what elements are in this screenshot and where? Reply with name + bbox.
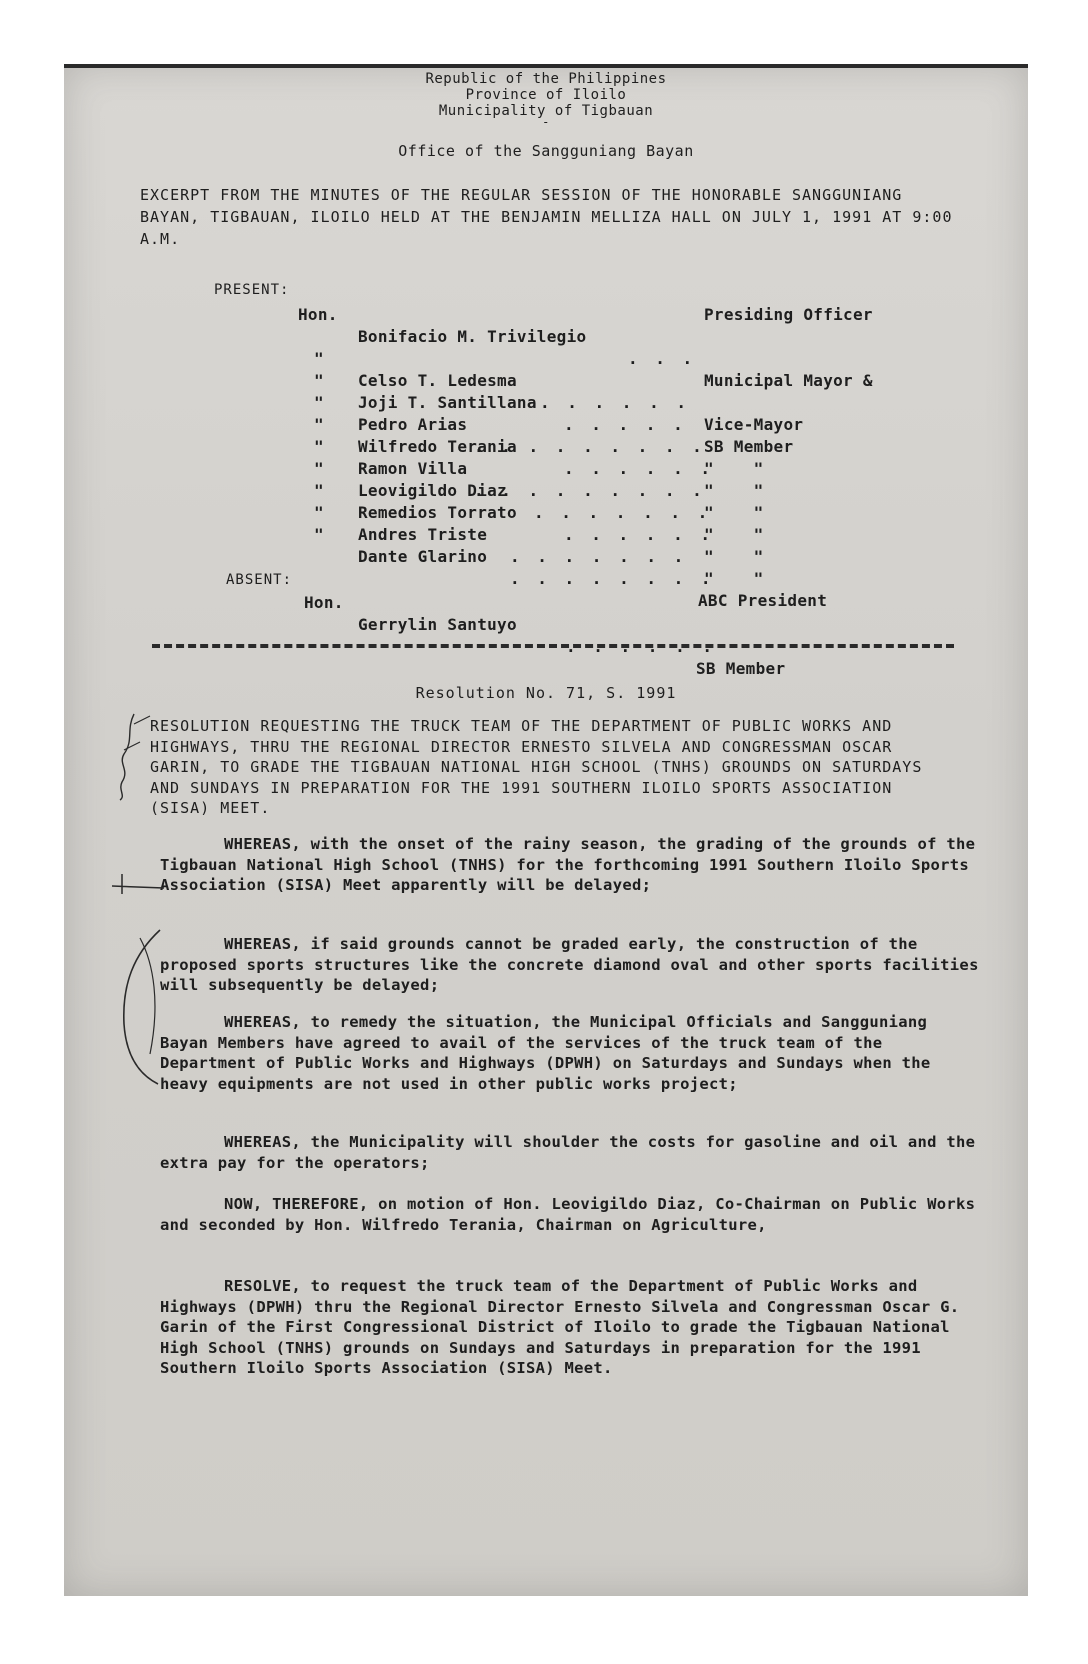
attendee-leader-dots: . . . bbox=[628, 349, 697, 368]
attendee-prefix: " bbox=[314, 371, 324, 390]
attendee-name: Remedios Torrato bbox=[358, 503, 517, 522]
absentee-role: SB Member bbox=[696, 659, 786, 678]
attendee-role-continued: Presiding Officer bbox=[704, 305, 873, 324]
attendee-role: " " bbox=[704, 547, 764, 566]
present-label: PRESENT: bbox=[214, 282, 290, 298]
now-therefore-paragraph: NOW, THEREFORE, on motion of Hon. Leovigildo Diaz, Co-Chairman on Public Works and seconded by Hon. Wilfredo Terania, Chairman on Agriculture, bbox=[160, 1195, 976, 1234]
attendee-leader-dots: . . . . . . . . bbox=[510, 569, 715, 588]
absentee-prefix: Hon. bbox=[304, 593, 344, 612]
attendee-prefix: " bbox=[314, 525, 324, 544]
attendee-name: Dante Glarino bbox=[358, 547, 488, 566]
attendee-role: Municipal Mayor & bbox=[704, 371, 873, 390]
page-edge bbox=[64, 64, 1028, 68]
absent-label: ABSENT: bbox=[226, 572, 293, 588]
attendee-name: Celso T. Ledesma bbox=[358, 371, 517, 390]
attendee-name: Joji T. Santillana bbox=[358, 393, 537, 412]
attendee-leader-dots: . . . . . . . bbox=[534, 503, 712, 522]
attendee-leader-dots: . . . . . . bbox=[564, 459, 714, 478]
document-page bbox=[64, 64, 1028, 1596]
attendee-role: " " bbox=[704, 459, 764, 478]
attendee-name: Ramon Villa bbox=[358, 459, 468, 478]
attendee-name: Bonifacio M. Trivilegio bbox=[358, 327, 587, 346]
section-divider bbox=[152, 644, 954, 648]
attendee-role: " " bbox=[704, 481, 764, 500]
attendee-leader-dots: . . . . . . . bbox=[510, 547, 688, 566]
resolution-title: RESOLUTION REQUESTING THE TRUCK TEAM OF THE DEPARTMENT OF PUBLIC WORKS AND HIGHWAYS, THRU THE REGIONAL DIRECTOR ERNESTO SILVELA AND CONGRESSMAN OSCAR GARIN, TO GRADE THE TIGBAUAN NATIONAL HIGH SCHOOL (TNHS) GROUNDS ON SATURDAYS AND SUNDAYS IN PREPARATION FOR THE 1991 SOUTHERN ILOILO SPORTS ASSOCIATION (SISA) MEET. bbox=[150, 717, 923, 817]
header-province: Province of Iloilo bbox=[465, 87, 627, 103]
whereas-paragraph-2: WHEREAS, if said grounds cannot be graded early, the construction of the proposed sports structures like the concrete diamond oval and other sports facilities will subsequently be delayed; bbox=[160, 935, 979, 994]
attendee-prefix: " bbox=[314, 503, 324, 522]
attendee-prefix: " bbox=[314, 393, 324, 412]
attendee-prefix: Hon. bbox=[298, 305, 338, 324]
header-municipality: Municipality of Tigbauan bbox=[438, 103, 654, 119]
attendee-role: SB Member bbox=[704, 437, 794, 456]
attendee-leader-dots: . . . . . . bbox=[564, 525, 714, 544]
attendee-role: " " bbox=[704, 569, 764, 588]
whereas-paragraph-1: WHEREAS, with the onset of the rainy season, the grading of the grounds of the Tigbauan National High School (TNHS) for the forthcoming 1991 Southern Iloilo Sports Association (SISA) Meet apparently will be delayed; bbox=[160, 835, 976, 894]
header-separator: - bbox=[542, 115, 550, 129]
attendee-leader-dots: . . . . . . . . . bbox=[474, 437, 706, 456]
attendee-role: " " bbox=[704, 525, 764, 544]
header-republic: Republic of the Philippines bbox=[425, 71, 667, 87]
attendee-role: " " bbox=[704, 503, 764, 522]
handwritten-cross-mark bbox=[108, 872, 168, 896]
attendee-prefix: " bbox=[314, 481, 324, 500]
attendee-prefix: " bbox=[314, 437, 324, 456]
attendee-name: Pedro Arias bbox=[358, 415, 468, 434]
attendee-role: ABC President bbox=[698, 591, 828, 610]
resolve-paragraph: RESOLVE, to request the truck team of the Department of Public Works and Highways (DPWH) thru the Regional Director Ernesto Silvela and Congressman Oscar G. Garin of the First Congressional District of Iloilo to grade the Tigbauan National High School (TNHS) grounds on Sundays and Saturdays in preparation for the 1991 Southern Iloilo Sports Association (SISA) Meet. bbox=[160, 1277, 960, 1377]
whereas-paragraph-4: WHEREAS, the Municipality will shoulder the costs for gasoline and oil and the extra pay for the operators; bbox=[160, 1133, 976, 1172]
attendee-leader-dots: . . . . . . . . . bbox=[474, 481, 706, 500]
absentee-name: Gerrylin Santuyo bbox=[358, 615, 517, 634]
attendee-prefix: " bbox=[314, 459, 324, 478]
office-title: Office of the Sangguniang Bayan bbox=[398, 142, 694, 160]
attendee-name: Andres Triste bbox=[358, 525, 488, 544]
attendee-role: Vice-Mayor bbox=[704, 415, 804, 434]
absentee-leader-dots: . . . . . . bbox=[566, 637, 716, 656]
handwritten-initials-mark bbox=[104, 710, 156, 802]
attendee-prefix: " bbox=[314, 415, 324, 434]
excerpt-heading: EXCERPT FROM THE MINUTES OF THE REGULAR SESSION OF THE HONORABLE SANGGUNIANG BAYAN, TIGBAUAN, ILOILO HELD AT THE BENJAMIN MELLIZA HALL ON JULY 1, 1991 AT 9:00 A.M. bbox=[140, 186, 953, 248]
whereas-paragraph-3: WHEREAS, to remedy the situation, the Municipal Officials and Sangguniang Bayan Members have agreed to avail of the services of the truck team of the Department of Public Works and Highways (DPWH) on Saturdays and Sundays when the heavy equipments are not used in other public works project; bbox=[160, 1013, 931, 1093]
attendee-prefix: " bbox=[314, 349, 324, 368]
attendee-leader-dots: . . . . . bbox=[564, 415, 687, 434]
resolution-number: Resolution No. 71, S. 1991 bbox=[415, 684, 677, 702]
attendee-leader-dots: . . . . . . bbox=[540, 393, 690, 412]
attendee-name: Leovigildo Diaz bbox=[358, 481, 507, 500]
attendee-name: Wilfredo Terania bbox=[358, 437, 517, 456]
